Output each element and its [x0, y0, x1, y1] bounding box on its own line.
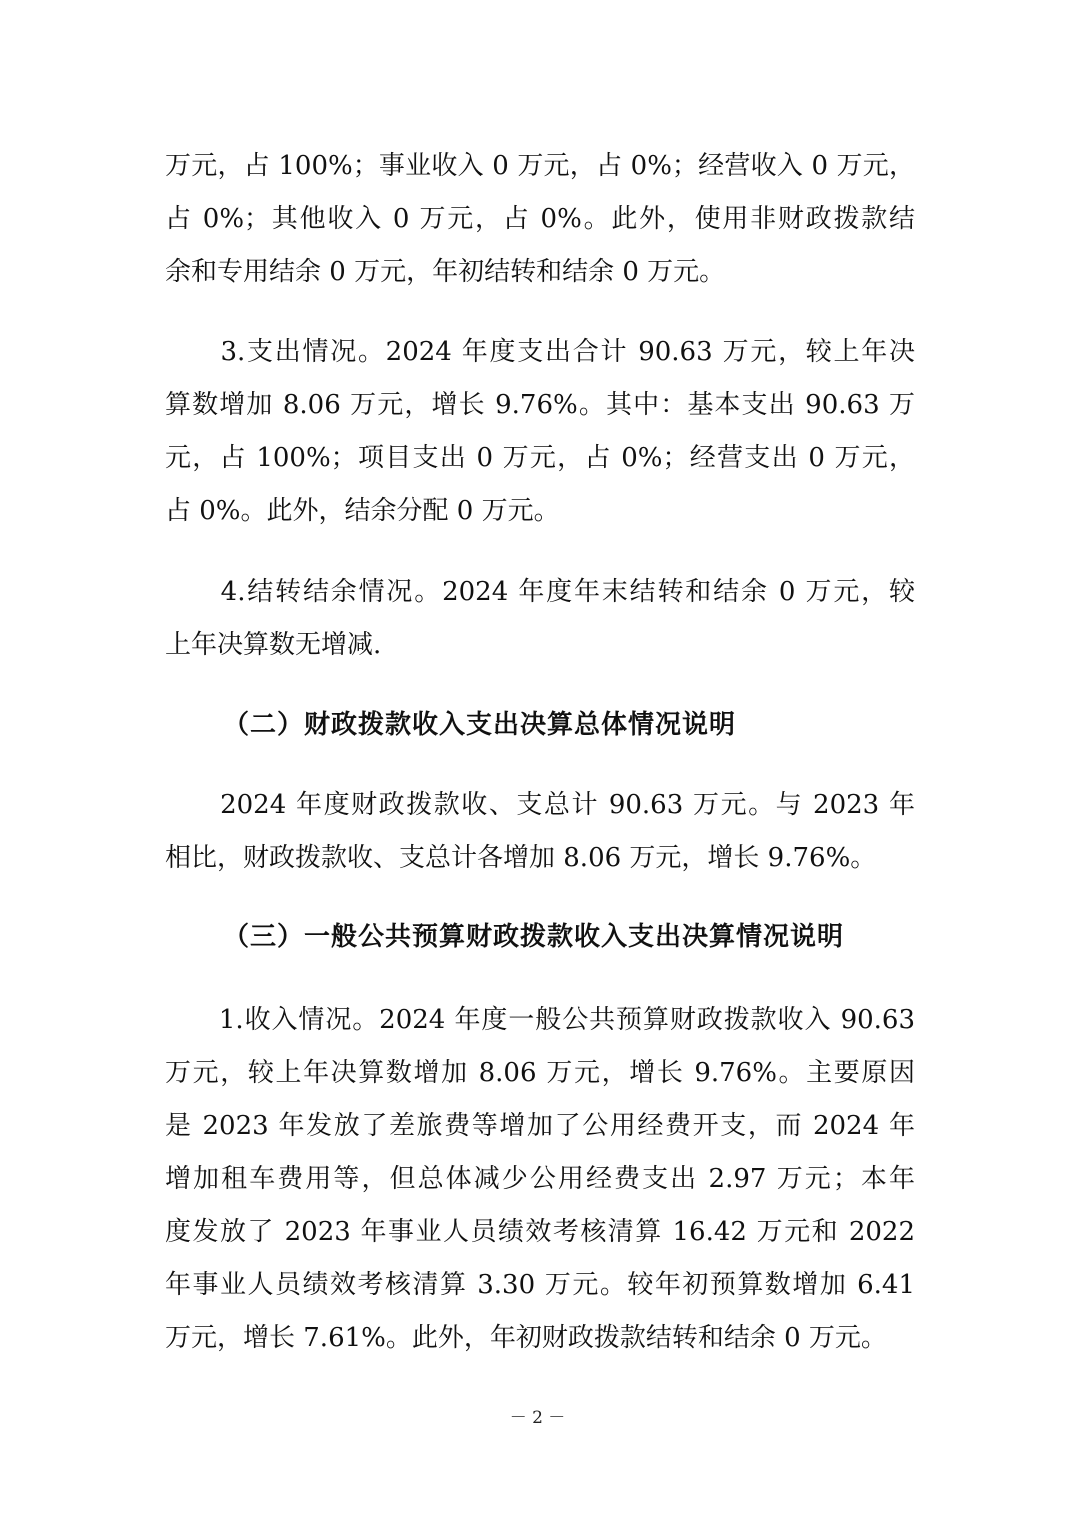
text-line: 度发放了 2023 年事业人员绩效考核清算 16.42 万元和 2022: [165, 1217, 915, 1247]
paragraph-income-continued: [165, 140, 915, 299]
text-line: 占 0%；其他收入 0 万元，占 0%。此外，使用非财政拨款结: [165, 204, 915, 234]
text-line: 3.支出情况。2024 年度支出合计 90.63 万元，较上年决: [165, 337, 915, 367]
text-line: 算数增加 8.06 万元，增长 9.76%。其中：基本支出 90.63 万: [165, 390, 915, 420]
text-line: 元，占 100%；项目支出 0 万元，占 0%；经营支出 0 万元，: [165, 443, 915, 473]
text-line: 万元，占 100%；事业收入 0 万元，占 0%；经营收入 0 万元，: [165, 151, 915, 181]
text-line: 余和专用结余 0 万元，年初结转和结余 0 万元。: [165, 257, 726, 287]
text-line: 增加租车费用等，但总体减少公用经费支出 2.97 万元；本年: [165, 1164, 915, 1194]
section-heading-three: （三）一般公共预算财政拨款收入支出决算情况说明: [223, 922, 845, 952]
section-heading-two: （二）财政拨款收入支出决算总体情况说明: [223, 710, 737, 740]
text-line: 1.收入情况。2024 年度一般公共预算财政拨款收入 90.63: [165, 1005, 915, 1035]
page-number: － 2 －: [509, 1408, 566, 1428]
text-line: 万元，增长 7.61%。此外，年初财政拨款结转和结余 0 万元。: [165, 1323, 887, 1353]
text-line: 4.结转结余情况。2024 年度年末结转和结余 0 万元，较: [165, 577, 915, 607]
paragraph-general-budget-income: [165, 994, 915, 1365]
paragraph-fiscal-total: [165, 779, 915, 885]
text-line: 占 0%。此外，结余分配 0 万元。: [165, 496, 560, 526]
text-line: 是 2023 年发放了差旅费等增加了公用经费开支，而 2024 年: [165, 1111, 915, 1141]
text-line: 上年决算数无增减.: [165, 630, 382, 660]
text-line: 万元，较上年决算数增加 8.06 万元，增长 9.76%。主要原因: [165, 1058, 915, 1088]
text-line: 相比，财政拨款收、支总计各增加 8.06 万元，增长 9.76%。: [165, 843, 877, 873]
paragraph-expenditure: [165, 326, 915, 538]
paragraph-carryover: [165, 566, 915, 672]
text-line: 2024 年度财政拨款收、支总计 90.63 万元。与 2023 年: [165, 790, 915, 820]
text-line: 年事业人员绩效考核清算 3.30 万元。较年初预算数增加 6.41: [165, 1270, 915, 1300]
